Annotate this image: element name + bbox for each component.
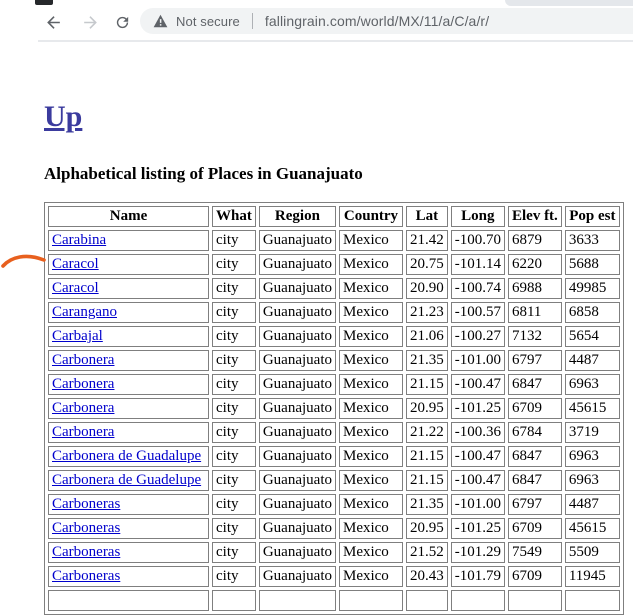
table-row xyxy=(48,542,620,563)
cell-what: city xyxy=(212,254,256,275)
cell-what: city xyxy=(212,542,256,563)
forward-button[interactable] xyxy=(79,11,101,33)
cell-region: Guanajuato xyxy=(259,398,336,419)
cell-name xyxy=(48,446,209,467)
cell-country xyxy=(339,590,403,611)
cell-name xyxy=(48,230,209,251)
cell-name xyxy=(48,518,209,539)
cell-long: -101.25 xyxy=(451,518,505,539)
cell-what: city xyxy=(212,494,256,515)
cell-pop: 6858 xyxy=(565,302,620,323)
table-header-row xyxy=(48,206,620,227)
tab-strip xyxy=(505,0,633,6)
omnibox-divider xyxy=(252,13,253,29)
cell-long xyxy=(451,590,505,611)
cell-lat: 21.15 xyxy=(406,470,448,491)
url-text: fallingrain.com/world/MX/11/a/C/a/r/ xyxy=(264,13,490,29)
column-header-what: What xyxy=(212,206,256,227)
cell-pop: 45615 xyxy=(565,518,620,539)
table-row xyxy=(48,422,620,443)
place-link[interactable]: Carbonera de Guadalupe xyxy=(52,448,202,464)
table-row xyxy=(48,254,620,275)
cell-what xyxy=(212,590,256,611)
cell-pop: 5688 xyxy=(565,254,620,275)
place-link[interactable]: Carabina xyxy=(52,232,107,248)
table-row xyxy=(48,470,620,491)
column-header-name: Name xyxy=(48,206,209,227)
place-link[interactable]: Carbonera xyxy=(52,424,115,440)
cell-name xyxy=(48,374,209,395)
cell-what: city xyxy=(212,566,256,587)
table-row xyxy=(48,302,620,323)
cell-region xyxy=(259,590,336,611)
cell-lat: 21.35 xyxy=(406,350,448,371)
place-link[interactable]: Carboneras xyxy=(52,520,121,536)
cell-elev: 7549 xyxy=(508,542,562,563)
cell-region: Guanajuato xyxy=(259,494,336,515)
cell-pop: 3719 xyxy=(565,422,620,443)
table-row xyxy=(48,398,620,419)
cell-country: Mexico xyxy=(339,542,403,563)
place-link[interactable]: Carboneras xyxy=(52,496,121,512)
cell-long: -100.47 xyxy=(451,470,505,491)
cell-pop: 4487 xyxy=(565,494,620,515)
cell-lat: 21.22 xyxy=(406,422,448,443)
cell-name xyxy=(48,278,209,299)
cell-country: Mexico xyxy=(339,446,403,467)
cell-what: city xyxy=(212,518,256,539)
cell-what: city xyxy=(212,398,256,419)
cell-long: -100.27 xyxy=(451,326,505,347)
cell-region: Guanajuato xyxy=(259,326,336,347)
cell-elev: 6709 xyxy=(508,566,562,587)
cell-pop: 5654 xyxy=(565,326,620,347)
cell-region: Guanajuato xyxy=(259,302,336,323)
column-header-pop: Pop est xyxy=(565,206,620,227)
cell-lat: 21.35 xyxy=(406,494,448,515)
cell-what: city xyxy=(212,374,256,395)
cell-lat: 21.15 xyxy=(406,374,448,395)
cell-region: Guanajuato xyxy=(259,278,336,299)
cell-name xyxy=(48,542,209,563)
not-secure-label: Not secure xyxy=(176,13,240,29)
cell-elev: 6988 xyxy=(508,278,562,299)
table-row xyxy=(48,566,620,587)
cell-pop: 4487 xyxy=(565,350,620,371)
cell-pop xyxy=(565,590,620,611)
reload-button[interactable] xyxy=(111,11,133,33)
table-row xyxy=(48,446,620,467)
cell-long: -100.57 xyxy=(451,302,505,323)
cell-pop: 3633 xyxy=(565,230,620,251)
cell-region: Guanajuato xyxy=(259,374,336,395)
cell-elev: 6847 xyxy=(508,470,562,491)
page-heading: Alphabetical listing of Places in Guanajuato xyxy=(44,164,363,183)
cell-long: -100.47 xyxy=(451,374,505,395)
cell-lat xyxy=(406,590,448,611)
cell-long: -101.14 xyxy=(451,254,505,275)
cell-name xyxy=(48,254,209,275)
table-row xyxy=(48,350,620,371)
cell-pop: 6963 xyxy=(565,374,620,395)
cell-what: city xyxy=(212,350,256,371)
place-link[interactable]: Carboneras xyxy=(52,544,121,560)
cell-name xyxy=(48,566,209,587)
cell-lat: 20.95 xyxy=(406,518,448,539)
cell-country: Mexico xyxy=(339,326,403,347)
cell-region: Guanajuato xyxy=(259,566,336,587)
cell-country: Mexico xyxy=(339,302,403,323)
cell-lat: 21.15 xyxy=(406,446,448,467)
cell-region: Guanajuato xyxy=(259,230,336,251)
cell-country: Mexico xyxy=(339,398,403,419)
window-fragment xyxy=(35,0,53,5)
cell-name xyxy=(48,494,209,515)
cell-country: Mexico xyxy=(339,374,403,395)
cell-lat: 21.06 xyxy=(406,326,448,347)
cell-what: city xyxy=(212,326,256,347)
table-row xyxy=(48,374,620,395)
cell-region: Guanajuato xyxy=(259,470,336,491)
cell-name xyxy=(48,350,209,371)
cell-elev: 6811 xyxy=(508,302,562,323)
back-button[interactable] xyxy=(42,11,64,33)
cell-elev: 6797 xyxy=(508,350,562,371)
table-row xyxy=(48,230,620,251)
cell-country: Mexico xyxy=(339,254,403,275)
cell-what: city xyxy=(212,422,256,443)
cell-lat: 21.23 xyxy=(406,302,448,323)
cell-pop: 49985 xyxy=(565,278,620,299)
cell-country: Mexico xyxy=(339,278,403,299)
cell-elev: 6784 xyxy=(508,422,562,443)
cell-what: city xyxy=(212,278,256,299)
place-link[interactable]: Carangano xyxy=(52,304,117,320)
places-table xyxy=(44,202,624,615)
cell-country: Mexico xyxy=(339,230,403,251)
reload-icon xyxy=(114,14,131,31)
cell-name xyxy=(48,470,209,491)
cell-elev: 6709 xyxy=(508,398,562,419)
cell-long: -101.29 xyxy=(451,542,505,563)
cell-country: Mexico xyxy=(339,518,403,539)
table-row xyxy=(48,326,620,347)
place-link[interactable]: Carbonera de Guadelupe xyxy=(52,472,202,488)
cell-lat: 20.75 xyxy=(406,254,448,275)
cell-elev: 7132 xyxy=(508,326,562,347)
page-content xyxy=(44,42,633,615)
not-secure-warning-icon xyxy=(153,14,168,28)
table-row xyxy=(48,278,620,299)
place-link[interactable]: Carbajal xyxy=(52,328,103,344)
cell-elev: 6220 xyxy=(508,254,562,275)
back-arrow-icon xyxy=(44,13,63,32)
cell-country: Mexico xyxy=(339,494,403,515)
cell-long: -100.36 xyxy=(451,422,505,443)
toolbar-divider xyxy=(38,40,633,42)
table-row-partial xyxy=(48,590,620,611)
cell-what: city xyxy=(212,230,256,251)
cell-long: -100.47 xyxy=(451,446,505,467)
place-link[interactable]: Caracol xyxy=(52,256,99,272)
place-link[interactable]: Caracol xyxy=(52,280,99,296)
cell-pop: 45615 xyxy=(565,398,620,419)
cell-elev: 6709 xyxy=(508,518,562,539)
table-row xyxy=(48,518,620,539)
cell-lat: 20.95 xyxy=(406,398,448,419)
cell-lat: 21.52 xyxy=(406,542,448,563)
cell-elev: 6847 xyxy=(508,374,562,395)
cell-long: -101.25 xyxy=(451,398,505,419)
cell-region: Guanajuato xyxy=(259,422,336,443)
cell-long: -101.00 xyxy=(451,350,505,371)
column-header-region: Region xyxy=(259,206,336,227)
cell-elev: 6797 xyxy=(508,494,562,515)
cell-lat: 21.42 xyxy=(406,230,448,251)
browser-toolbar xyxy=(0,0,633,42)
cell-pop: 5509 xyxy=(565,542,620,563)
cell-country: Mexico xyxy=(339,566,403,587)
cell-lat: 20.90 xyxy=(406,278,448,299)
cell-pop: 6963 xyxy=(565,470,620,491)
cell-what: city xyxy=(212,470,256,491)
column-header-elev: Elev ft. xyxy=(508,206,562,227)
cell-name xyxy=(48,590,209,611)
cell-pop: 11945 xyxy=(565,566,620,587)
orange-annotation-mark xyxy=(0,249,48,271)
cell-long: -100.70 xyxy=(451,230,505,251)
column-header-long: Long xyxy=(451,206,505,227)
place-link[interactable]: Carbonera xyxy=(52,400,115,416)
cell-pop: 6963 xyxy=(565,446,620,467)
cell-elev xyxy=(508,590,562,611)
cell-long: -101.79 xyxy=(451,566,505,587)
cell-elev: 6847 xyxy=(508,446,562,467)
cell-region: Guanajuato xyxy=(259,254,336,275)
cell-region: Guanajuato xyxy=(259,542,336,563)
cell-name xyxy=(48,326,209,347)
column-header-lat: Lat xyxy=(406,206,448,227)
cell-name xyxy=(48,422,209,443)
cell-long: -101.00 xyxy=(451,494,505,515)
place-link[interactable]: Carbonera xyxy=(52,376,115,392)
cell-region: Guanajuato xyxy=(259,518,336,539)
cell-region: Guanajuato xyxy=(259,446,336,467)
cell-what: city xyxy=(212,302,256,323)
address-bar[interactable] xyxy=(140,8,633,34)
column-header-country: Country xyxy=(339,206,403,227)
cell-country: Mexico xyxy=(339,350,403,371)
cell-elev: 6879 xyxy=(508,230,562,251)
table-row xyxy=(48,494,620,515)
cell-lat: 20.43 xyxy=(406,566,448,587)
cell-what: city xyxy=(212,446,256,467)
place-link[interactable]: Carbonera xyxy=(52,352,115,368)
cell-region: Guanajuato xyxy=(259,350,336,371)
cell-name xyxy=(48,398,209,419)
up-link[interactable]: Up xyxy=(44,100,83,133)
cell-country: Mexico xyxy=(339,422,403,443)
cell-name xyxy=(48,302,209,323)
place-link[interactable]: Carboneras xyxy=(52,568,121,584)
cell-long: -100.74 xyxy=(451,278,505,299)
cell-country: Mexico xyxy=(339,470,403,491)
forward-arrow-icon xyxy=(81,13,100,32)
